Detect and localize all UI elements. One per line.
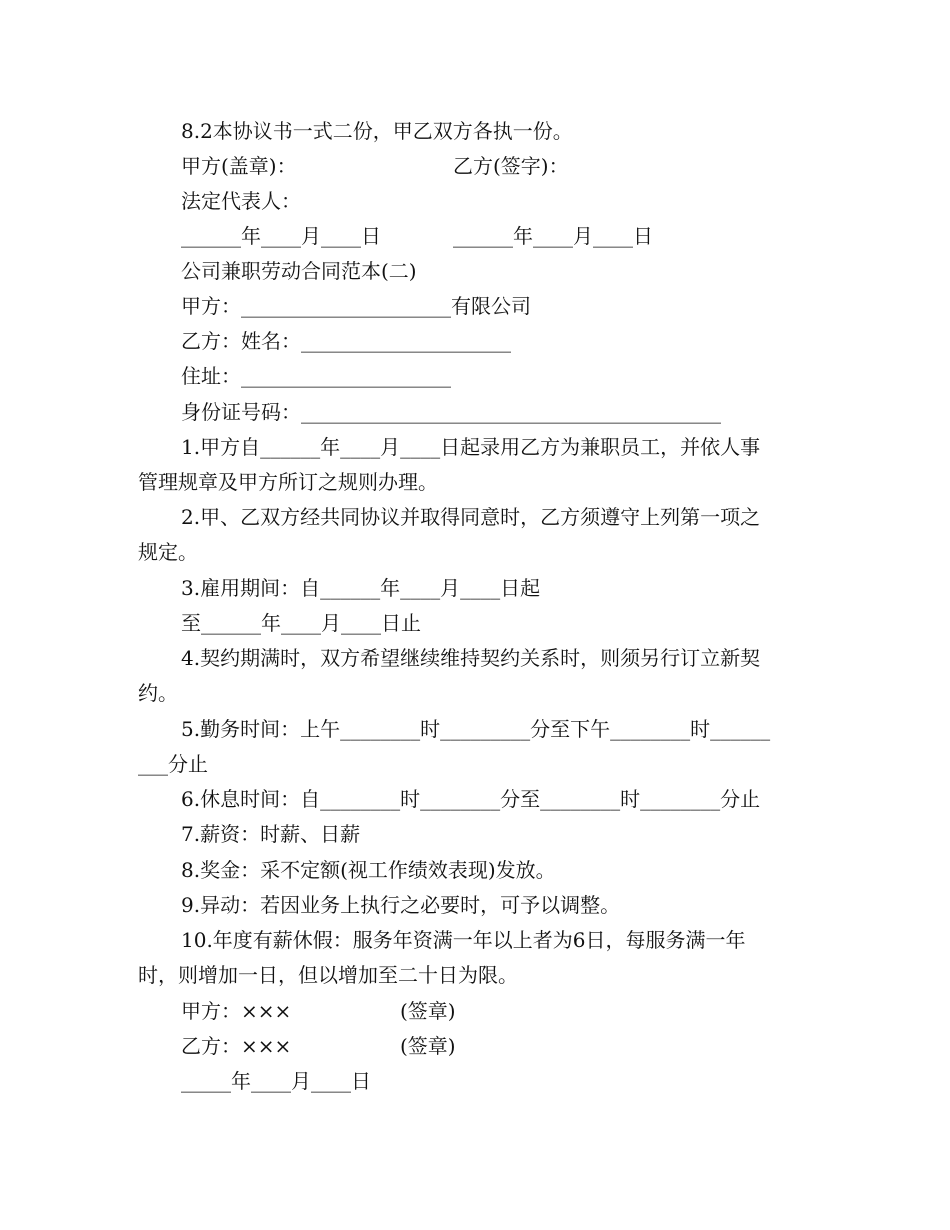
clause-10-line-2: 时，则增加一日，但以增加至二十日为限。 <box>138 963 518 987</box>
party-b-sign-label: 乙方(签字)： <box>453 154 569 178</box>
contract-title: 公司兼职劳动合同范本(二) <box>181 259 417 283</box>
id-number-line: 身份证号码：__________________________________________ <box>181 400 721 424</box>
clause-1-line-1: 1.甲方自______年____月____日起录用乙方为兼职员工，并依人事 <box>181 435 761 459</box>
signature-party-b: 乙方：××× <box>181 1034 292 1058</box>
clause-2-line-2: 规定。 <box>138 540 198 564</box>
signature-party-a-seal: (签章) <box>400 999 456 1023</box>
party-b-name-line: 乙方：姓名：_____________________ <box>181 329 511 353</box>
signature-date-line: _____年____月____日 <box>181 1069 371 1093</box>
signature-party-b-seal: (签章) <box>400 1034 456 1058</box>
date-line-a: ______年____月____日 <box>181 224 381 248</box>
clause-3-line-2: 至______年____月____日止 <box>181 611 421 635</box>
party-a-seal-label: 甲方(盖章)： <box>181 154 297 178</box>
signature-party-a: 甲方：××× <box>181 999 292 1023</box>
party-a-line: 甲方：_____________________有限公司 <box>181 294 531 318</box>
date-line-b: ______年____月____日 <box>453 224 653 248</box>
clause-9: 9.异动：若因业务上执行之必要时，可予以调整。 <box>181 893 621 917</box>
clause-5-line-1: 5.勤务时间：上午________时_________分至下午________时______ <box>181 717 771 741</box>
address-line: 住址：_____________________ <box>181 364 451 388</box>
legal-rep-label: 法定代表人： <box>181 189 301 213</box>
clause-10-line-1: 10.年度有薪休假：服务年资满一年以上者为6日，每服务满一年 <box>181 928 746 952</box>
clause-1-line-2: 管理规章及甲方所订之规则办理。 <box>138 470 438 494</box>
clause-7: 7.薪资：时薪、日薪 <box>181 822 361 846</box>
clause-2-line-1: 2.甲、乙双方经共同协议并取得同意时，乙方须遵守上列第一项之 <box>181 505 761 529</box>
clause-8-2: 8.2本协议书一式二份，甲乙双方各执一份。 <box>181 119 573 143</box>
clause-8: 8.奖金：采不定额(视工作绩效表现)发放。 <box>181 858 556 882</box>
clause-4-line-1: 4.契约期满时，双方希望继续维持契约关系时，则须另行订立新契 <box>181 646 761 670</box>
clause-6: 6.休息时间：自________时________分至________时________分止 <box>181 787 761 811</box>
clause-3-line-1: 3.雇用期间：自______年____月____日起 <box>181 576 541 600</box>
clause-4-line-2: 约。 <box>138 681 178 705</box>
clause-5-line-2: ___分止 <box>138 752 208 776</box>
